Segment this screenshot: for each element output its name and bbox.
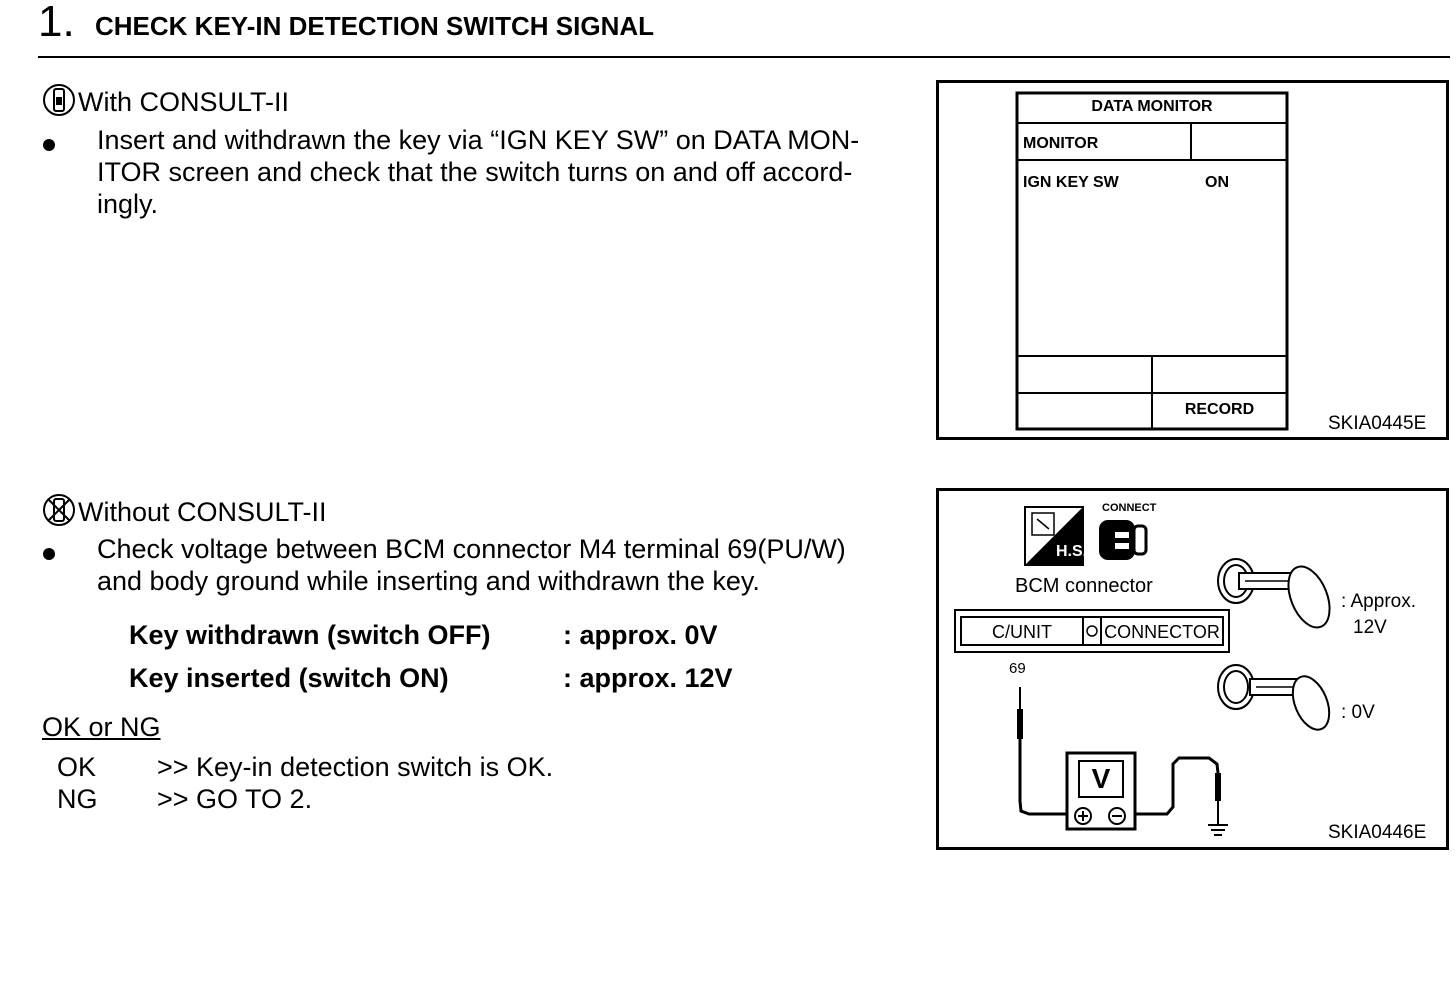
record-button: RECORD: [1184, 401, 1255, 418]
monitor-title: DATA MONITOR: [1091, 98, 1213, 115]
paragraph-line: and body ground while inserting and withdrawn the key.: [97, 566, 760, 596]
step-title: CHECK KEY-IN DETECTION SWITCH SIGNAL: [95, 11, 655, 41]
bullet: [43, 139, 55, 151]
connector-caption: BCM connector: [1015, 575, 1153, 597]
with-consult-label: With CONSULT-II: [78, 87, 290, 117]
data-monitor-screen: [939, 83, 1446, 437]
result-action-ok: >> Key-in detection switch is OK.: [157, 752, 554, 782]
spec-condition-on: Key inserted (switch ON): [129, 663, 449, 693]
voltmeter-label: V: [1091, 763, 1111, 794]
connector-label: CONNECTOR: [1104, 622, 1220, 642]
bullet: [43, 548, 55, 560]
header-divider: [38, 56, 1450, 58]
connect-label: CONNECT: [1102, 502, 1157, 514]
no-tester-icon: [42, 493, 76, 527]
without-consult-heading: [42, 493, 327, 528]
without-consult-label: Without CONSULT-II: [78, 497, 327, 527]
data-monitor-figure: [936, 80, 1449, 440]
step-number: 1.: [38, 0, 75, 46]
terminal-number: 69: [1009, 660, 1026, 677]
monitor-item-value: ON: [1205, 174, 1229, 191]
paragraph-line: ITOR screen and check that the switch turns on and off accord-: [97, 157, 853, 187]
spec-value-on: : approx. 12V: [563, 663, 733, 693]
spec-condition-off: Key withdrawn (switch OFF): [129, 620, 491, 650]
without-consult-paragraph: [97, 533, 919, 597]
paragraph-line: Check voltage between BCM connector M4 terminal 69(PU/W): [97, 534, 846, 564]
circuit-figure: [936, 488, 1449, 850]
key-inserted-value: : Approx.: [1341, 591, 1416, 612]
figure-code: SKIA0446E: [1328, 822, 1427, 843]
key-withdrawn-icon: [1218, 665, 1336, 735]
figure-code: SKIA0445E: [1328, 413, 1427, 434]
with-consult-heading: [42, 83, 289, 118]
result-action-ng: >> GO TO 2.: [157, 784, 313, 814]
key-withdrawn-value: : 0V: [1341, 702, 1375, 723]
result-code-ng: NG: [57, 784, 98, 814]
with-consult-paragraph: [97, 124, 919, 220]
spec-value-off: : approx. 0V: [563, 620, 718, 650]
result-code-ok: OK: [57, 752, 97, 782]
paragraph-line: ingly.: [97, 189, 159, 219]
connector-plug-icon: [1099, 520, 1146, 560]
key-inserted-icon: [1218, 559, 1338, 633]
key-inserted-value-unit: 12V: [1353, 617, 1387, 638]
monitor-item-label: IGN KEY SW: [1023, 174, 1119, 191]
paragraph-line: Insert and withdrawn the key via “IGN KEY SW” on DATA MON-: [97, 125, 860, 155]
monitor-header: MONITOR: [1023, 135, 1099, 152]
consult-tester-icon: [42, 83, 76, 117]
unit-label: C/UNIT: [992, 622, 1052, 642]
harness-side-label: H.S.: [1056, 543, 1088, 560]
result-title: OK or NG: [42, 712, 161, 742]
